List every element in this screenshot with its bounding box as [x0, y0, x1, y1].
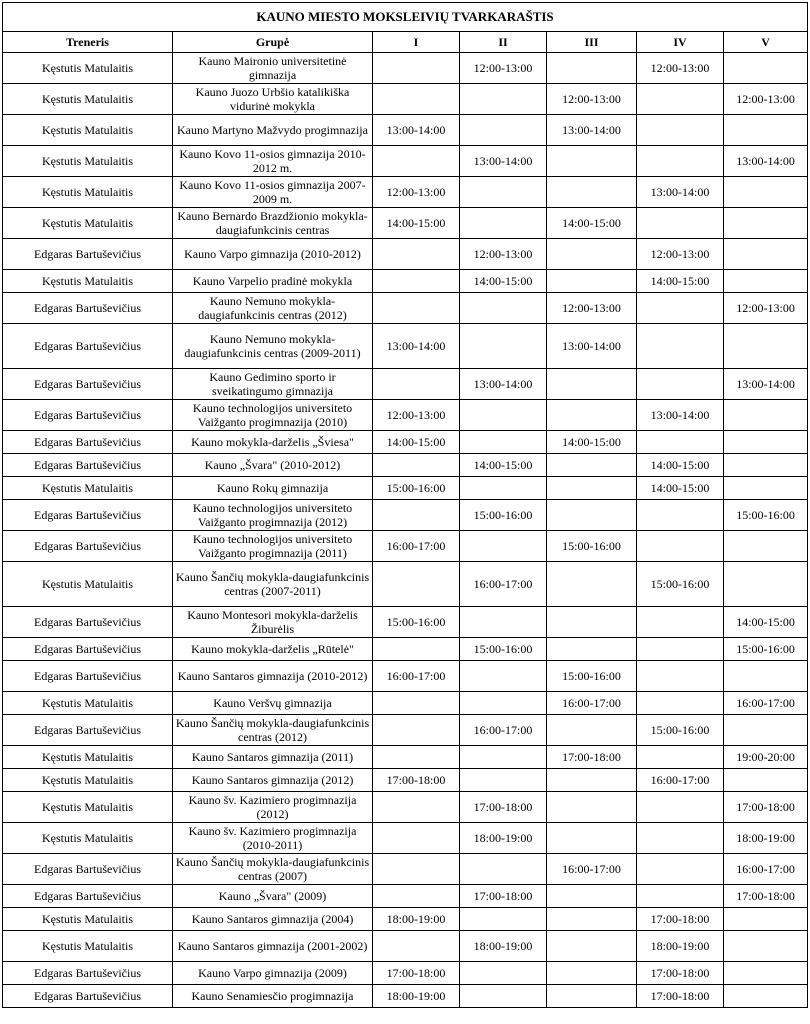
day-4-cell: 13:00-14:00 — [637, 177, 724, 208]
day-1-cell — [373, 270, 460, 293]
group-cell: Kauno Bernardo Brazdžionio mokykla-daugiafunkcinis centras — [173, 208, 373, 239]
day-5-cell: 12:00-13:00 — [724, 84, 808, 115]
coach-cell: Edgaras Bartuševičius — [3, 661, 173, 692]
day-5-cell — [724, 115, 808, 146]
group-cell: Kauno Nemuno mokykla-daugiafunkcinis centras (2012) — [173, 293, 373, 324]
column-header-day-4: IV — [637, 32, 724, 53]
day-3-cell: 17:00-18:00 — [547, 746, 637, 769]
day-4-cell: 17:00-18:00 — [637, 908, 724, 931]
day-1-cell — [373, 369, 460, 400]
coach-cell: Kęstutis Matulaitis — [3, 115, 173, 146]
day-3-cell: 13:00-14:00 — [547, 324, 637, 369]
day-3-cell — [547, 885, 637, 908]
table-row — [3, 908, 808, 931]
coach-cell: Edgaras Bartuševičius — [3, 854, 173, 885]
day-4-cell — [637, 500, 724, 531]
day-3-cell — [547, 792, 637, 823]
day-3-cell — [547, 177, 637, 208]
day-5-cell — [724, 908, 808, 931]
day-2-cell: 17:00-18:00 — [460, 792, 547, 823]
day-2-cell — [460, 531, 547, 562]
group-cell: Kauno technologijos universiteto Vaižganto progimnazija (2012) — [173, 500, 373, 531]
day-2-cell — [460, 208, 547, 239]
day-1-cell — [373, 500, 460, 531]
day-2-cell — [460, 293, 547, 324]
day-4-cell: 14:00-15:00 — [637, 477, 724, 500]
day-1-cell: 14:00-15:00 — [373, 208, 460, 239]
coach-cell: Edgaras Bartuševičius — [3, 400, 173, 431]
day-2-cell: 12:00-13:00 — [460, 239, 547, 270]
table-row — [3, 562, 808, 607]
schedule-title: KAUNO MIESTO MOKSLEIVIŲ TVARKARAŠTIS — [3, 3, 808, 32]
table-row — [3, 324, 808, 369]
day-1-cell: 16:00-17:00 — [373, 531, 460, 562]
day-3-cell — [547, 400, 637, 431]
day-2-cell: 16:00-17:00 — [460, 562, 547, 607]
group-cell: Kauno Senamiesčio progimnazija — [173, 985, 373, 1008]
table-row — [3, 500, 808, 531]
group-cell: Kauno Juozo Urbšio katalikiška vidurinė mokykla — [173, 84, 373, 115]
day-2-cell: 17:00-18:00 — [460, 885, 547, 908]
day-2-cell: 15:00-16:00 — [460, 638, 547, 661]
day-3-cell: 12:00-13:00 — [547, 293, 637, 324]
day-5-cell — [724, 531, 808, 562]
day-3-cell — [547, 562, 637, 607]
day-5-cell: 18:00-19:00 — [724, 823, 808, 854]
day-1-cell: 18:00-19:00 — [373, 908, 460, 931]
day-4-cell: 15:00-16:00 — [637, 562, 724, 607]
table-row — [3, 239, 808, 270]
day-4-cell — [637, 531, 724, 562]
group-cell: Kauno Varpo gimnazija (2009) — [173, 962, 373, 985]
table-row — [3, 53, 808, 84]
group-cell: Kauno mokykla-darželis „Rūtelė" — [173, 638, 373, 661]
table-row — [3, 638, 808, 661]
day-4-cell: 17:00-18:00 — [637, 985, 724, 1008]
coach-cell: Edgaras Bartuševičius — [3, 962, 173, 985]
day-3-cell — [547, 477, 637, 500]
day-5-cell: 13:00-14:00 — [724, 369, 808, 400]
day-3-cell: 16:00-17:00 — [547, 692, 637, 715]
coach-cell: Edgaras Bartuševičius — [3, 369, 173, 400]
group-cell: Kauno šv. Kazimiero progimnazija (2010-2011) — [173, 823, 373, 854]
day-4-cell — [637, 146, 724, 177]
coach-cell: Edgaras Bartuševičius — [3, 985, 173, 1008]
day-4-cell: 17:00-18:00 — [637, 962, 724, 985]
day-5-cell — [724, 962, 808, 985]
coach-cell: Kęstutis Matulaitis — [3, 931, 173, 962]
day-5-cell: 19:00-20:00 — [724, 746, 808, 769]
day-4-cell: 18:00-19:00 — [637, 931, 724, 962]
column-header-group: Grupė — [173, 32, 373, 53]
day-5-cell: 17:00-18:00 — [724, 885, 808, 908]
day-2-cell: 15:00-16:00 — [460, 500, 547, 531]
day-2-cell — [460, 84, 547, 115]
table-row — [3, 369, 808, 400]
table-row — [3, 208, 808, 239]
day-3-cell — [547, 962, 637, 985]
group-cell: Kauno Gedimino sporto ir sveikatingumo gimnazija — [173, 369, 373, 400]
group-cell: Kauno mokykla-darželis „Šviesa" — [173, 431, 373, 454]
day-5-cell — [724, 562, 808, 607]
table-row — [3, 84, 808, 115]
day-3-cell — [547, 985, 637, 1008]
day-3-cell — [547, 769, 637, 792]
day-1-cell — [373, 53, 460, 84]
day-2-cell — [460, 769, 547, 792]
day-3-cell — [547, 715, 637, 746]
schedule-table — [2, 2, 808, 1008]
coach-cell: Edgaras Bartuševičius — [3, 293, 173, 324]
coach-cell: Edgaras Bartuševičius — [3, 239, 173, 270]
column-header-day-3: III — [547, 32, 637, 53]
coach-cell: Kęstutis Matulaitis — [3, 746, 173, 769]
day-5-cell — [724, 324, 808, 369]
day-5-cell: 15:00-16:00 — [724, 500, 808, 531]
day-3-cell — [547, 638, 637, 661]
day-1-cell: 12:00-13:00 — [373, 177, 460, 208]
day-3-cell: 15:00-16:00 — [547, 661, 637, 692]
table-row — [3, 293, 808, 324]
day-4-cell — [637, 431, 724, 454]
day-5-cell — [724, 769, 808, 792]
coach-cell: Kęstutis Matulaitis — [3, 477, 173, 500]
group-cell: Kauno Nemuno mokykla-daugiafunkcinis centras (2009-2011) — [173, 324, 373, 369]
day-3-cell: 16:00-17:00 — [547, 854, 637, 885]
day-5-cell — [724, 53, 808, 84]
day-2-cell: 13:00-14:00 — [460, 369, 547, 400]
table-row — [3, 454, 808, 477]
day-4-cell — [637, 324, 724, 369]
coach-cell: Edgaras Bartuševičius — [3, 454, 173, 477]
group-cell: Kauno „Švara" (2009) — [173, 885, 373, 908]
coach-cell: Kęstutis Matulaitis — [3, 208, 173, 239]
day-2-cell — [460, 607, 547, 638]
day-5-cell: 16:00-17:00 — [724, 692, 808, 715]
day-1-cell — [373, 823, 460, 854]
day-1-cell — [373, 454, 460, 477]
day-5-cell — [724, 477, 808, 500]
group-cell: Kauno Maironio universitetinė gimnazija — [173, 53, 373, 84]
day-3-cell: 14:00-15:00 — [547, 431, 637, 454]
day-4-cell: 14:00-15:00 — [637, 454, 724, 477]
group-cell: Kauno Šančių mokykla-daugiafunkcinis centras (2012) — [173, 715, 373, 746]
day-4-cell — [637, 823, 724, 854]
day-1-cell — [373, 692, 460, 715]
day-2-cell — [460, 985, 547, 1008]
day-1-cell: 16:00-17:00 — [373, 661, 460, 692]
group-cell: Kauno šv. Kazimiero progimnazija (2012) — [173, 792, 373, 823]
group-cell: Kauno Santaros gimnazija (2012) — [173, 769, 373, 792]
table-row — [3, 885, 808, 908]
day-4-cell — [637, 208, 724, 239]
day-2-cell — [460, 908, 547, 931]
day-4-cell — [637, 746, 724, 769]
day-5-cell: 16:00-17:00 — [724, 854, 808, 885]
day-2-cell — [460, 477, 547, 500]
day-3-cell — [547, 239, 637, 270]
table-row — [3, 854, 808, 885]
day-3-cell: 12:00-13:00 — [547, 84, 637, 115]
group-cell: Kauno Rokų gimnazija — [173, 477, 373, 500]
day-3-cell — [547, 823, 637, 854]
coach-cell: Edgaras Bartuševičius — [3, 638, 173, 661]
table-row — [3, 400, 808, 431]
day-4-cell: 12:00-13:00 — [637, 53, 724, 84]
day-4-cell — [637, 293, 724, 324]
day-3-cell — [547, 146, 637, 177]
day-3-cell: 13:00-14:00 — [547, 115, 637, 146]
column-header-day-1: I — [373, 32, 460, 53]
day-2-cell — [460, 746, 547, 769]
table-row — [3, 115, 808, 146]
table-row — [3, 477, 808, 500]
day-1-cell: 13:00-14:00 — [373, 115, 460, 146]
coach-cell: Edgaras Bartuševičius — [3, 431, 173, 454]
day-3-cell: 14:00-15:00 — [547, 208, 637, 239]
day-1-cell — [373, 746, 460, 769]
day-2-cell: 13:00-14:00 — [460, 146, 547, 177]
coach-cell: Kęstutis Matulaitis — [3, 53, 173, 84]
day-3-cell — [547, 931, 637, 962]
day-3-cell: 15:00-16:00 — [547, 531, 637, 562]
day-4-cell — [637, 84, 724, 115]
coach-cell: Edgaras Bartuševičius — [3, 500, 173, 531]
coach-cell: Edgaras Bartuševičius — [3, 885, 173, 908]
day-1-cell — [373, 239, 460, 270]
day-1-cell — [373, 562, 460, 607]
table-row — [3, 661, 808, 692]
day-3-cell — [547, 500, 637, 531]
day-5-cell — [724, 208, 808, 239]
group-cell: Kauno Santaros gimnazija (2004) — [173, 908, 373, 931]
coach-cell: Edgaras Bartuševičius — [3, 607, 173, 638]
day-4-cell — [637, 792, 724, 823]
day-4-cell — [637, 369, 724, 400]
day-2-cell — [460, 854, 547, 885]
day-3-cell — [547, 53, 637, 84]
day-2-cell — [460, 115, 547, 146]
coach-cell: Kęstutis Matulaitis — [3, 270, 173, 293]
day-1-cell: 15:00-16:00 — [373, 607, 460, 638]
day-1-cell — [373, 931, 460, 962]
group-cell: Kauno Kovo 11-osios gimnazija 2010-2012 m. — [173, 146, 373, 177]
day-4-cell: 12:00-13:00 — [637, 239, 724, 270]
day-2-cell — [460, 431, 547, 454]
group-cell: Kauno Varpelio pradinė mokykla — [173, 270, 373, 293]
day-4-cell: 14:00-15:00 — [637, 270, 724, 293]
table-row — [3, 692, 808, 715]
day-4-cell: 15:00-16:00 — [637, 715, 724, 746]
day-2-cell: 14:00-15:00 — [460, 270, 547, 293]
day-2-cell — [460, 962, 547, 985]
coach-cell: Kęstutis Matulaitis — [3, 692, 173, 715]
day-1-cell: 12:00-13:00 — [373, 400, 460, 431]
day-1-cell: 15:00-16:00 — [373, 477, 460, 500]
day-5-cell — [724, 454, 808, 477]
day-1-cell — [373, 638, 460, 661]
day-5-cell: 13:00-14:00 — [724, 146, 808, 177]
day-2-cell — [460, 324, 547, 369]
coach-cell: Kęstutis Matulaitis — [3, 146, 173, 177]
day-4-cell — [637, 638, 724, 661]
table-row — [3, 769, 808, 792]
day-5-cell: 17:00-18:00 — [724, 792, 808, 823]
group-cell: Kauno Šančių mokykla-daugiafunkcinis centras (2007) — [173, 854, 373, 885]
coach-cell: Kęstutis Matulaitis — [3, 823, 173, 854]
day-5-cell — [724, 270, 808, 293]
day-1-cell — [373, 146, 460, 177]
day-1-cell — [373, 293, 460, 324]
day-4-cell — [637, 115, 724, 146]
day-5-cell — [724, 985, 808, 1008]
table-row — [3, 746, 808, 769]
day-1-cell — [373, 854, 460, 885]
group-cell: Kauno Kovo 11-osios gimnazija 2007-2009 m. — [173, 177, 373, 208]
day-1-cell: 17:00-18:00 — [373, 962, 460, 985]
table-row — [3, 531, 808, 562]
coach-cell: Kęstutis Matulaitis — [3, 562, 173, 607]
table-row — [3, 715, 808, 746]
day-3-cell — [547, 369, 637, 400]
table-row — [3, 792, 808, 823]
table-row — [3, 607, 808, 638]
group-cell: Kauno Varpo gimnazija (2010-2012) — [173, 239, 373, 270]
column-header-day-2: II — [460, 32, 547, 53]
table-row — [3, 962, 808, 985]
day-5-cell: 12:00-13:00 — [724, 293, 808, 324]
column-header-day-5: V — [724, 32, 808, 53]
group-cell: Kauno Santaros gimnazija (2010-2012) — [173, 661, 373, 692]
day-5-cell — [724, 177, 808, 208]
day-2-cell: 18:00-19:00 — [460, 931, 547, 962]
group-cell: Kauno Santaros gimnazija (2001-2002) — [173, 931, 373, 962]
day-4-cell — [637, 607, 724, 638]
group-cell: Kauno Martyno Mažvydo progimnazija — [173, 115, 373, 146]
day-1-cell — [373, 84, 460, 115]
day-5-cell: 14:00-15:00 — [724, 607, 808, 638]
day-2-cell: 14:00-15:00 — [460, 454, 547, 477]
coach-cell: Edgaras Bartuševičius — [3, 531, 173, 562]
day-3-cell — [547, 908, 637, 931]
day-5-cell — [724, 931, 808, 962]
day-4-cell — [637, 692, 724, 715]
day-2-cell: 18:00-19:00 — [460, 823, 547, 854]
day-3-cell — [547, 270, 637, 293]
day-4-cell: 16:00-17:00 — [637, 769, 724, 792]
group-cell: Kauno technologijos universiteto Vaižganto progimnazija (2011) — [173, 531, 373, 562]
group-cell: Kauno Montesori mokykla-darželis Žiburėlis — [173, 607, 373, 638]
coach-cell: Kęstutis Matulaitis — [3, 769, 173, 792]
day-2-cell — [460, 177, 547, 208]
group-cell: Kauno Santaros gimnazija (2011) — [173, 746, 373, 769]
day-4-cell — [637, 885, 724, 908]
day-1-cell: 13:00-14:00 — [373, 324, 460, 369]
day-1-cell: 18:00-19:00 — [373, 985, 460, 1008]
day-5-cell — [724, 715, 808, 746]
day-1-cell — [373, 792, 460, 823]
table-row — [3, 431, 808, 454]
group-cell: Kauno „Švara" (2010-2012) — [173, 454, 373, 477]
day-1-cell: 17:00-18:00 — [373, 769, 460, 792]
day-1-cell: 14:00-15:00 — [373, 431, 460, 454]
coach-cell: Kęstutis Matulaitis — [3, 84, 173, 115]
day-5-cell — [724, 431, 808, 454]
day-2-cell: 12:00-13:00 — [460, 53, 547, 84]
header-row — [3, 32, 808, 53]
group-cell: Kauno Veršvų gimnazija — [173, 692, 373, 715]
day-5-cell — [724, 239, 808, 270]
day-3-cell — [547, 607, 637, 638]
coach-cell: Kęstutis Matulaitis — [3, 908, 173, 931]
day-2-cell — [460, 692, 547, 715]
table-row — [3, 931, 808, 962]
day-5-cell: 15:00-16:00 — [724, 638, 808, 661]
group-cell: Kauno technologijos universiteto Vaižganto progimnazija (2010) — [173, 400, 373, 431]
day-3-cell — [547, 454, 637, 477]
table-row — [3, 985, 808, 1008]
day-2-cell — [460, 661, 547, 692]
table-row — [3, 270, 808, 293]
day-4-cell: 13:00-14:00 — [637, 400, 724, 431]
day-2-cell — [460, 400, 547, 431]
day-1-cell — [373, 715, 460, 746]
coach-cell: Edgaras Bartuševičius — [3, 715, 173, 746]
day-2-cell: 16:00-17:00 — [460, 715, 547, 746]
table-row — [3, 146, 808, 177]
day-5-cell — [724, 661, 808, 692]
group-cell: Kauno Šančių mokykla-daugiafunkcinis centras (2007-2011) — [173, 562, 373, 607]
table-row — [3, 177, 808, 208]
day-1-cell — [373, 885, 460, 908]
coach-cell: Edgaras Bartuševičius — [3, 324, 173, 369]
day-4-cell — [637, 854, 724, 885]
coach-cell: Kęstutis Matulaitis — [3, 177, 173, 208]
day-5-cell — [724, 400, 808, 431]
day-4-cell — [637, 661, 724, 692]
table-row — [3, 823, 808, 854]
column-header-coach: Treneris — [3, 32, 173, 53]
schedule-body — [3, 53, 808, 1008]
coach-cell: Kęstutis Matulaitis — [3, 792, 173, 823]
